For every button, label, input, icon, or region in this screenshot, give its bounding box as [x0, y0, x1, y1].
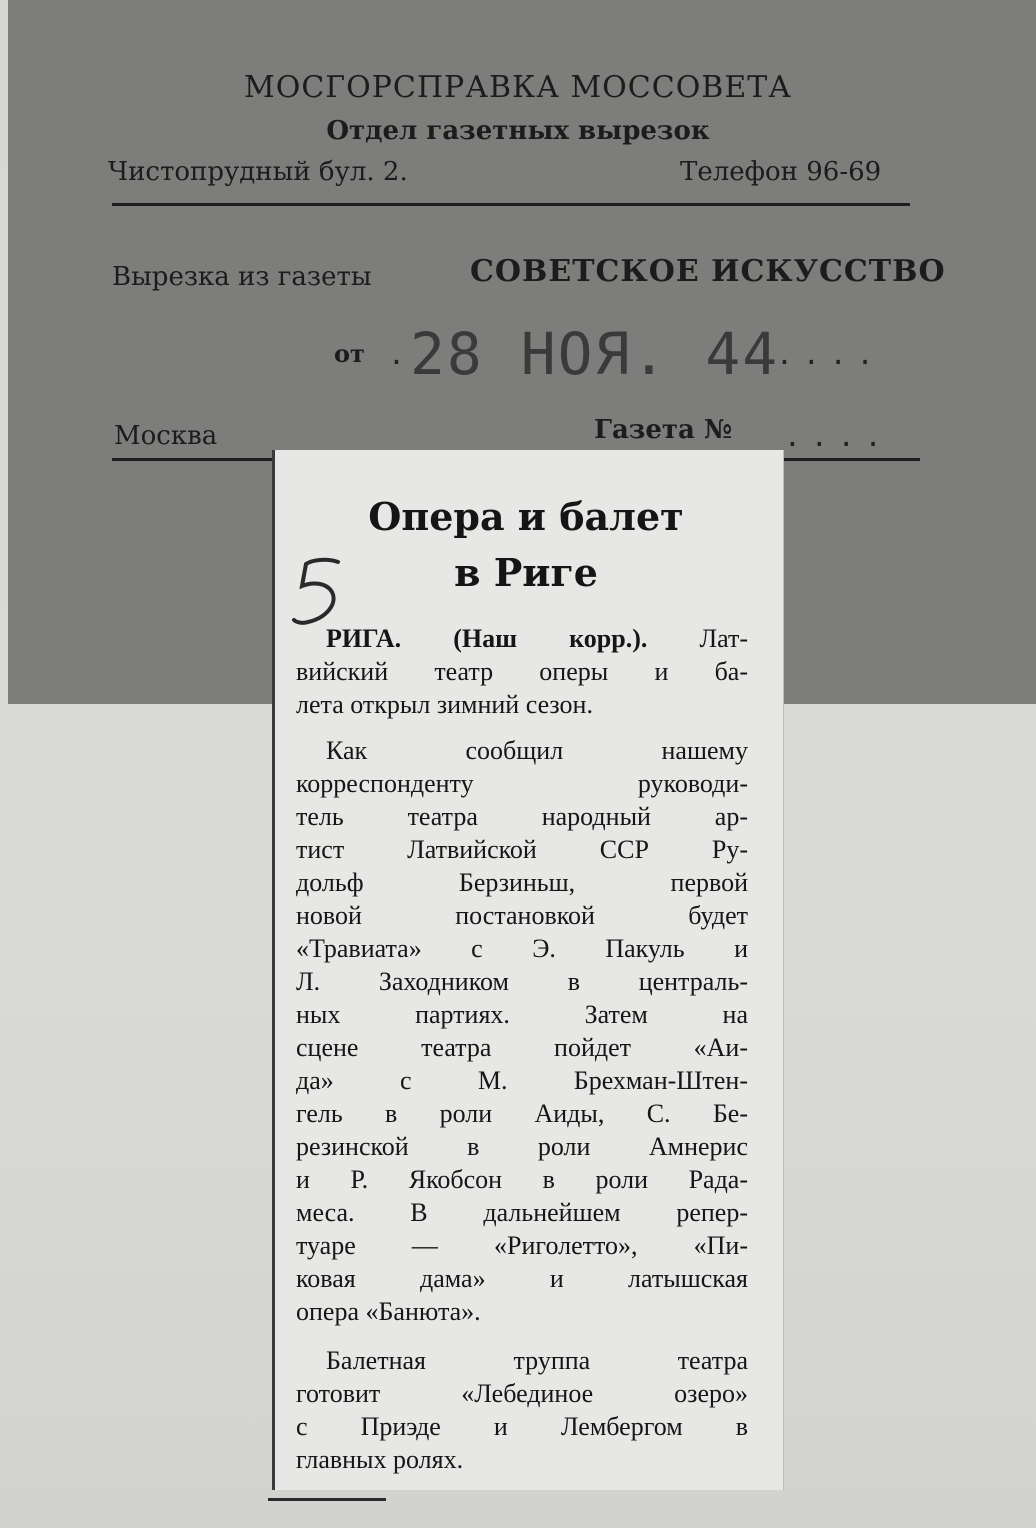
text-line: да» с М. Брехман-Штен-: [296, 1066, 748, 1095]
handwritten-number-mark: [286, 552, 356, 632]
card-city: Москва: [114, 421, 218, 451]
text-line: лета открыл зимний сезон.: [296, 690, 593, 719]
card-date-label: от: [334, 339, 365, 368]
text-line: Как сообщил нашему: [326, 736, 748, 765]
article-end-rule: [268, 1498, 386, 1501]
text-line: дольф Берзиньш, первой: [296, 868, 748, 897]
article-paragraph-1: [296, 622, 748, 721]
card-address: Чистопрудный бул. 2.: [108, 157, 408, 187]
card-date-dots-right: ....: [776, 338, 884, 371]
card-title: МОСГОРСПРАВКА МОССОВЕТА: [244, 70, 792, 105]
text-line: опера «Банюта».: [296, 1297, 481, 1326]
text-line: вийский театр оперы и ба-: [296, 657, 748, 686]
card-department: Отдел газетных вырезок: [326, 116, 710, 146]
text-line: РИГА. (Наш корр.). Лат-: [326, 624, 748, 653]
card-newspaper-name: СОВЕТСКОЕ ИСКУССТВО: [470, 254, 946, 289]
text-line: «Травиата» с Э. Пакуль и: [296, 934, 748, 963]
article-paragraph-3: [296, 1344, 748, 1476]
card-divider-top: [112, 203, 910, 206]
text-line: Балетная труппа театра: [326, 1346, 748, 1375]
text-line: тист Латвийской ССР Ру-: [296, 835, 748, 864]
text-line: главных ролях.: [296, 1445, 464, 1474]
text-line: гель в роли Аиды, С. Бе-: [296, 1099, 748, 1128]
text-line: Л. Заходником в централь-: [296, 967, 748, 996]
text-line: ных партиях. Затем на: [296, 1000, 748, 1029]
article-paragraph-2: [296, 734, 748, 1328]
text-line: сцене театра пойдет «Аи-: [296, 1033, 748, 1062]
card-date-stamp: 28 НОЯ. 44: [410, 320, 780, 388]
text-line: и Р. Якобсон в роли Рада-: [296, 1165, 748, 1194]
card-date-dots-left: .: [388, 338, 415, 371]
text-line: меса. В дальнейшем репер-: [296, 1198, 748, 1227]
text-line: туаре — «Риголетто», «Пи-: [296, 1231, 748, 1260]
card-issue-dots: ....: [784, 420, 892, 453]
text-line: тель театра народный ар-: [296, 802, 748, 831]
text-line: готовит «Лебединое озеро»: [296, 1379, 748, 1408]
text-line: резинской в роли Амнерис: [296, 1132, 748, 1161]
text-line: новой постановкой будет: [296, 901, 748, 930]
card-issue-label: Газета №: [594, 415, 733, 445]
article-headline-line2: в Риге: [454, 550, 598, 595]
card-clipping-label: Вырезка из газеты: [112, 262, 372, 292]
text-line: с Приэде и Лембергом в: [296, 1412, 748, 1441]
text-line: ковая дама» и латышская: [296, 1264, 748, 1293]
article-headline-line1: Опера и балет: [368, 494, 684, 539]
card-phone: Телефон 96-69: [680, 157, 882, 187]
text-line: корреспонденту руководи-: [296, 769, 748, 798]
article-dateline: РИГА. (Наш корр.).: [326, 624, 648, 653]
